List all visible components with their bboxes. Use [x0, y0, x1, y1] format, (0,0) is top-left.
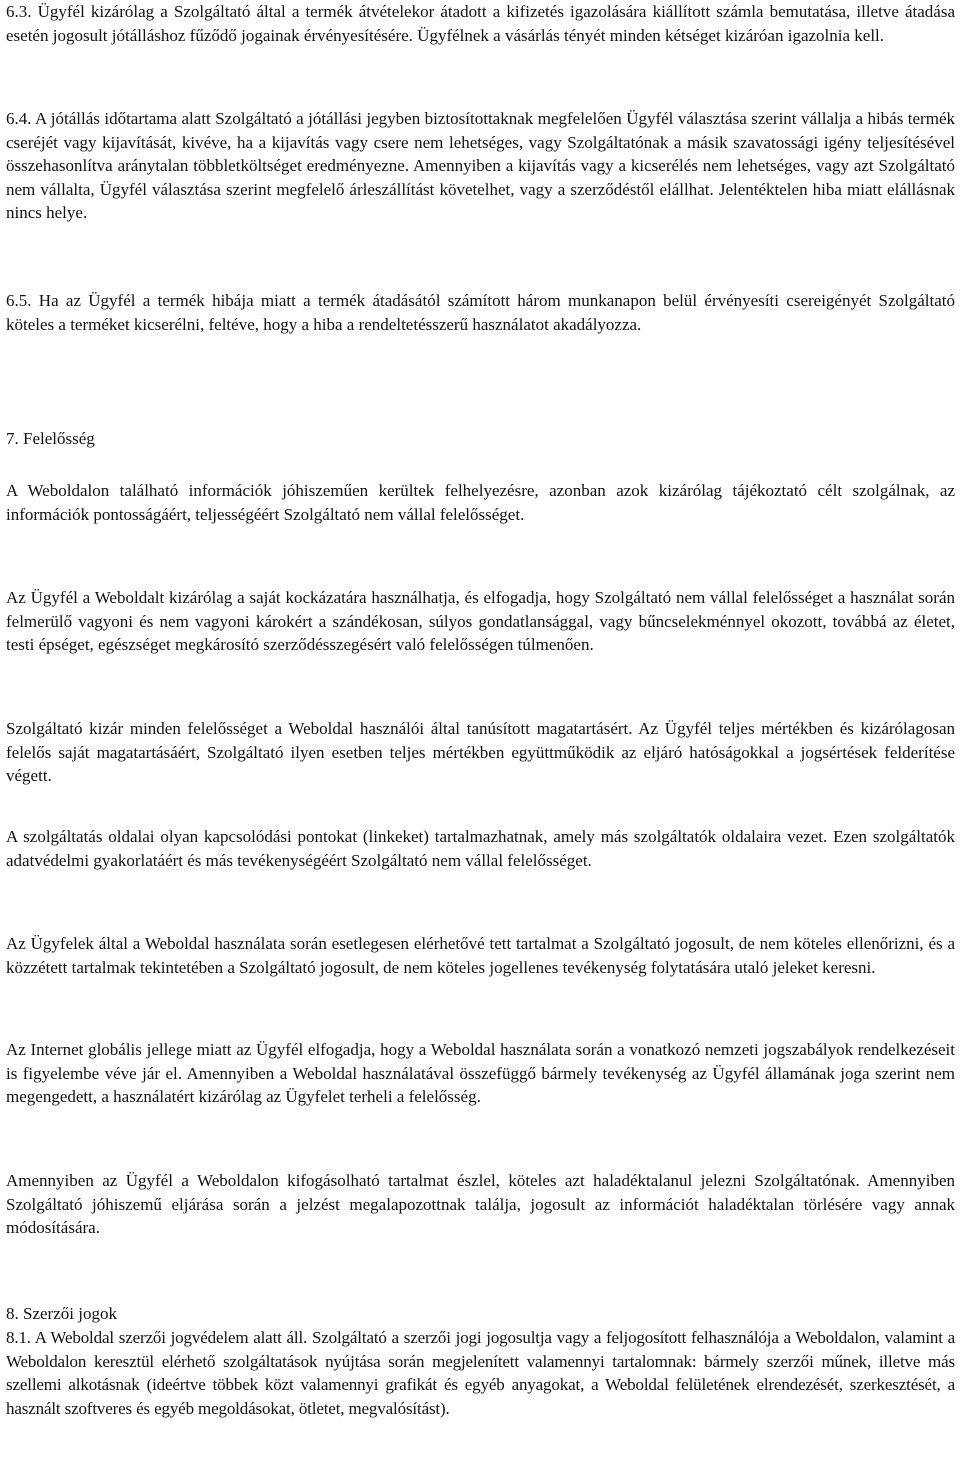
paragraph-liability-3: Szolgáltató kizár minden felelősséget a Weboldal használói által tanúsított magatartásért. Az Ügyfél teljes mértékben és kizárólagosan felelős saját magatartásáért, Szolgáltató ilyen esetben teljes mértékben együttműködik az eljáró hatóságokkal a jogsértések felderítése végett. — [6, 719, 955, 786]
paragraph-liability-6: Az Internet globális jellege miatt az Ügyfél elfogadja, hogy a Weboldal használata során a vonatkozó nemzeti jogszabályok rendelkezéseit is figyelembe véve jár el. Amennyiben a Weboldal használatával összefüggő bármely tevékenység az Ügyfél államának joga szerint nem megengedett, a használatért kizárólag az Ügyfelet terheli a felelősség. — [6, 1040, 955, 1107]
paragraph-6-3: 6.3. Ügyfél kizárólag a Szolgáltató által a termék átvételekor átadott a kifizetés igazolására kiállított számla bemutatása, illetve átadása esetén jogosult jótálláshoz fűződő jogainak érvényesítésére. Ügyfélnek a vásárlás tényét minden kétséget kizáróan igazolnia kell. — [6, 2, 955, 45]
paragraph-liability-7: Amennyiben az Ügyfél a Weboldalon kifogásolható tartalmat észlel, köteles azt haladéktalanul jelezni Szolgáltatónak. Amennyiben Szolgáltató jóhiszemű eljárása során a jelzést megalapozottnak találja, jogosult az információt haladéktalan törlésére vagy annak módosítására. — [6, 1171, 955, 1238]
paragraph-6-4: 6.4. A jótállás időtartama alatt Szolgáltató a jótállási jegyben biztosítottaknak megfelelően Ügyfél választása szerint vállalja a hibás termék cseréjét vagy kijavítását, kivéve, ha a kijavítás vagy csere nem lehetséges, vagy Szolgáltatónak a másik szavatossági igény teljesítésével összehasonlítva aránytalan többletköltséget eredményezne. Amennyiben a kijavítás vagy a kicserélés nem lehetséges, vagy azt Szolgáltató nem vállalta, Ügyfél választása szerint megfelelő árleszállítást követelhet, vagy a szerződéstől elállhat. Jelentéktelen hiba miatt elállásnak nincs helye. — [6, 109, 955, 223]
paragraph-8-1: 8.1. A Weboldal szerzői jogvédelem alatt áll. Szolgáltató a szerzői jogi jogosultja vagy a feljogosított felhasználója a Weboldalon, valamint a Weboldalon keresztül elérhető szolgáltatások nyújtása során megjelenített valamennyi tartalomnak: bármely szerzői műnek, illetve más szellemi alkotásnak (ideértve többek közt valamennyi grafikát és egyéb anyagokat, a Weboldal felületének elrendezését, szerkesztését, a használt szoftveres és egyéb megoldásokat, ötletet, megvalósítást). — [6, 1328, 955, 1418]
paragraph-6-5: 6.5. Ha az Ügyfél a termék hibája miatt a termék átadásától számított három munkanapon belül érvényesíti csereigényét Szolgáltató köteles a terméket kicserélni, feltéve, hogy a hiba a rendeltetésszerű használatot akadályozza. — [6, 291, 955, 334]
paragraph-liability-4: A szolgáltatás oldalai olyan kapcsolódási pontokat (linkeket) tartalmazhatnak, amely más szolgáltatók oldalaira vezet. Ezen szolgáltatók adatvédelmi gyakorlatáért és más tevékenységéért Szolgáltató nem vállal felelősséget. — [6, 827, 955, 870]
paragraph-liability-1: A Weboldalon található információk jóhiszeműen kerültek felhelyezésre, azonban azok kizárólag tájékoztató célt szolgálnak, az információk pontosságáért, teljességéért Szolgáltató nem vállal felelősséget. — [6, 481, 955, 524]
paragraph-liability-2: Az Ügyfél a Weboldalt kizárólag a saját kockázatára használhatja, és elfogadja, hogy Szolgáltató nem vállal felelősséget a használat során felmerülő vagyoni és nem vagyoni károkért a szándékosan, súlyos gondatlansággal, vagy bűncselekménnyel okozott, továbbá az életet, testi épséget, egészséget megkárosító szerződésszegésért való felelősségen túlmenően. — [6, 588, 955, 655]
section-heading-7: 7. Felelősség — [6, 429, 95, 448]
paragraph-liability-5: Az Ügyfelek által a Weboldal használata során esetlegesen elérhetővé tett tartalmat a Szolgáltató jogosult, de nem köteles ellenőrizni, és a közzétett tartalmak tekintetében a Szolgáltató jogosult, de nem köteles jogellenes tevékenység folytatására utaló jeleket keresni. — [6, 934, 955, 977]
section-heading-8: 8. Szerzői jogok — [6, 1304, 117, 1323]
